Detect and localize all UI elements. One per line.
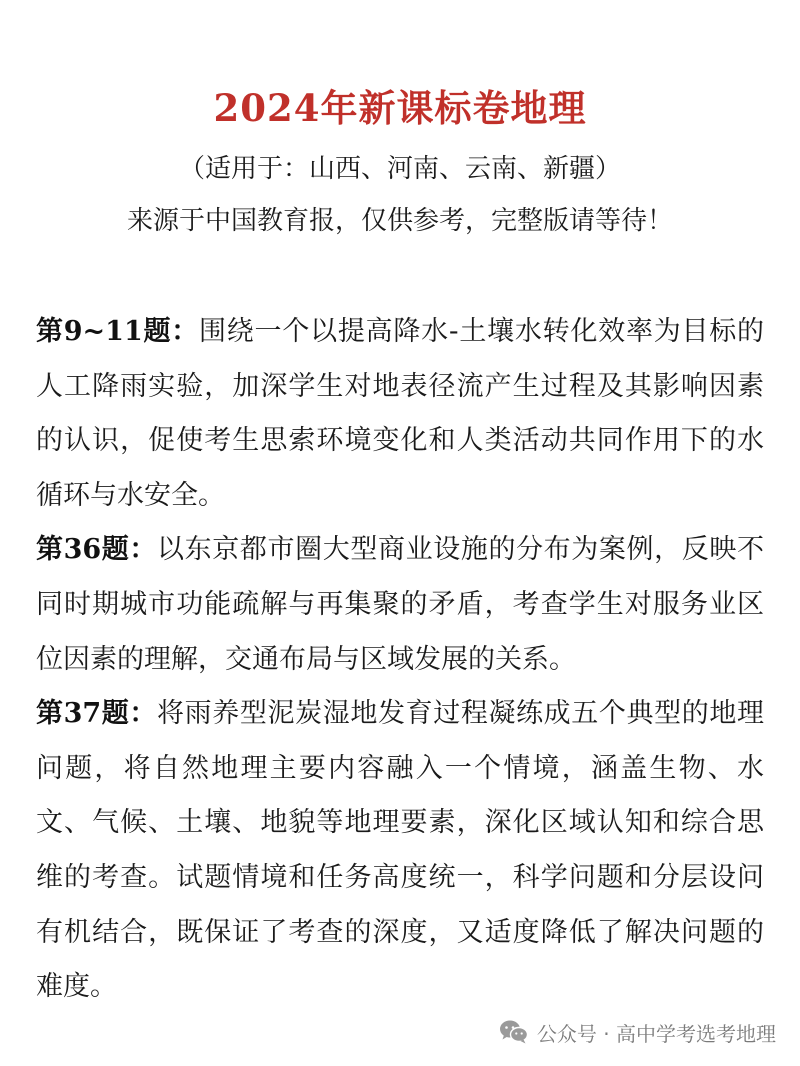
account-name: 公众号 · 高中学考选考地理 <box>536 1021 776 1046</box>
paragraph-text: 将雨养型泥炭湿地发育过程凝练成五个典型的地理问题，将自然地理主要内容融入一个情境，涵盖生物、水文、气候、土壤、地貌等地理要素，深化区域认知和综合思维的考查。试题情境和任务高度统一，科学问题和分层设问有机结合，既保证了考查的深度，又适度降低了解决问题的难度。 <box>36 698 765 1003</box>
question-label: 第37题： <box>36 698 158 730</box>
question-label: 第36题： <box>36 534 158 566</box>
paragraph-q36 <box>36 523 764 687</box>
paragraph-text: 围绕一个以提高降水-土壤水转化效率为目标的人工降雨实验，加深学生对地表径流产生过程及其影响因素的认识，促使考生思索环境变化和人类活动共同作用下的水循环与水安全。 <box>36 316 764 511</box>
article-body <box>36 305 764 1015</box>
paragraph-q37 <box>36 687 764 1015</box>
page-title: 2024年新课标卷地理 <box>213 86 587 130</box>
source-note: 来源于中国教育报，仅供参考，完整版请等待！ <box>126 206 673 236</box>
paragraph-q9-11 <box>36 305 764 523</box>
applicable-regions: （适用于：山西、河南、云南、新疆） <box>178 154 621 184</box>
question-label: 第9~11题： <box>36 316 200 347</box>
wechat-icon <box>499 1019 529 1045</box>
paragraph-text: 以东京都市圈大型商业设施的分布为案例，反映不同时期城市功能疏解与再集聚的矛盾，考查学生对服务业区位因素的理解，交通布局与区域发展的关系。 <box>36 534 765 675</box>
watermark <box>499 1015 776 1049</box>
